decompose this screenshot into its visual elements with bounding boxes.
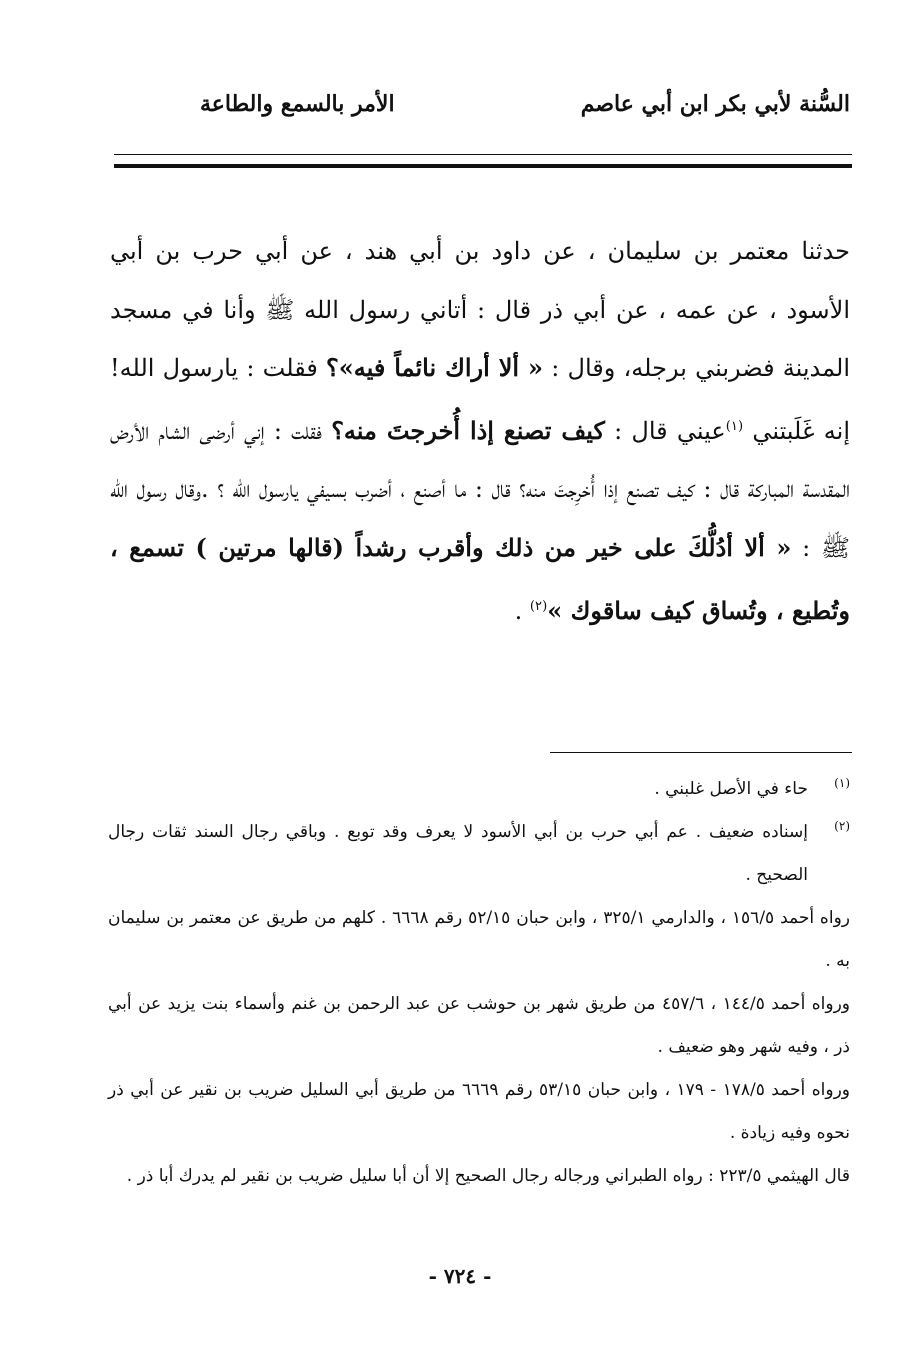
- chapter-title: الأمر بالسمع والطاعة: [200, 91, 395, 117]
- text-end: .: [514, 596, 530, 625]
- footnote-paragraph: رواه أحمد ١٥٦/٥ ، والدارمي ٣٢٥/١ ، وابن حبان ٥٢/١٥ رقم ٦٦٦٨ . كلهم من طريق عن معتمر بن سليمان به .: [108, 908, 850, 971]
- book-title: السُّنة لأبي بكر ابن أبي عاصم: [580, 91, 850, 117]
- text-part-3: عيني قال :: [604, 416, 726, 445]
- footnote-2-text: إسناده ضعيف . عم أبي حرب بن أبي الأسود لا يعرف وقد توبع . وباقي رجال السند ثقات رجال الصحيح .: [108, 822, 808, 885]
- footnotes: [108, 768, 850, 1198]
- header-rule-thick: [114, 164, 852, 168]
- footnote-paragraph: قال الهيثمي ٢٢٣/٥ : رواه الطبراني ورجاله رجال الصحيح إلا أن أبا سليل ضريب بن نقير لم يدرك أبا ذر .: [126, 1166, 850, 1186]
- hadith-paragraph: [110, 222, 850, 640]
- quote-3: « ألا أدُلُّكَ على خير من ذلك وأقرب رشداً (قالها مرتين ) تسمع ، وتُطيع ، وتُساق كيف ساقوك »: [110, 532, 850, 625]
- footnote-1: [108, 768, 850, 811]
- text-part-4: فقلت : إني أرضى الشام الأرض المقدسة المباركة قال : كيف تصنع إذا أُخرِجتَ منه؟ قال : ما أصنع ، أضرب بسيفي يارسول الله ؟ .وقال رسول الله ﷺ :: [110, 416, 850, 562]
- footnote-separator: [550, 752, 852, 753]
- hadith-text: [110, 222, 850, 640]
- text-part-1: حدثنا معتمر بن سليمان ، عن داود بن أبي هند ، عن أبي حرب بن أبي الأسود ، عن عمه ، عن أبي ذر قال : أتاني رسول الله ﷺ وأنا في مسجد المدينة فضربني برجله، وقال :: [110, 237, 850, 383]
- quote-1: « ألا أراك نائماً فيه»؟: [326, 353, 544, 383]
- footnote-2: [108, 811, 850, 897]
- footnote-1-text: حاء في الأصل غلبني .: [654, 779, 808, 799]
- running-header: [90, 84, 850, 124]
- page-number: - ٧٢٤ -: [428, 1264, 492, 1288]
- footnote-paragraph: ورواه أحمد ١٧٨/٥ - ١٧٩ ، وابن حبان ٥٣/١٥ رقم ٦٦٦٩ من طريق أبي السليل ضريب بن نقير عن أبي ذر نحوه وفيه زيادة .: [108, 1080, 850, 1143]
- footnote-paragraph: ورواه أحمد ١٤٤/٥ ، ٤٥٧/٦ من طريق شهر بن حوشب عن عبد الرحمن بن غنم وأسماء بنت يزيد عن أبي ذر ، وفيه شهر وهو ضعيف .: [108, 994, 850, 1057]
- footnote-1-number: (١): [834, 776, 850, 790]
- footnote-2-number: (٢): [834, 819, 850, 833]
- footnote-ref-2: (٢): [529, 598, 548, 614]
- header-rule-thin: [114, 154, 852, 155]
- text-part-2: فقلت : يارسول الله! إنه غَلَبتني: [110, 354, 850, 445]
- footnote-ref-1: (١): [725, 418, 744, 434]
- quote-2: كيف تصنع إذا أُخرجتَ منه؟: [331, 415, 605, 445]
